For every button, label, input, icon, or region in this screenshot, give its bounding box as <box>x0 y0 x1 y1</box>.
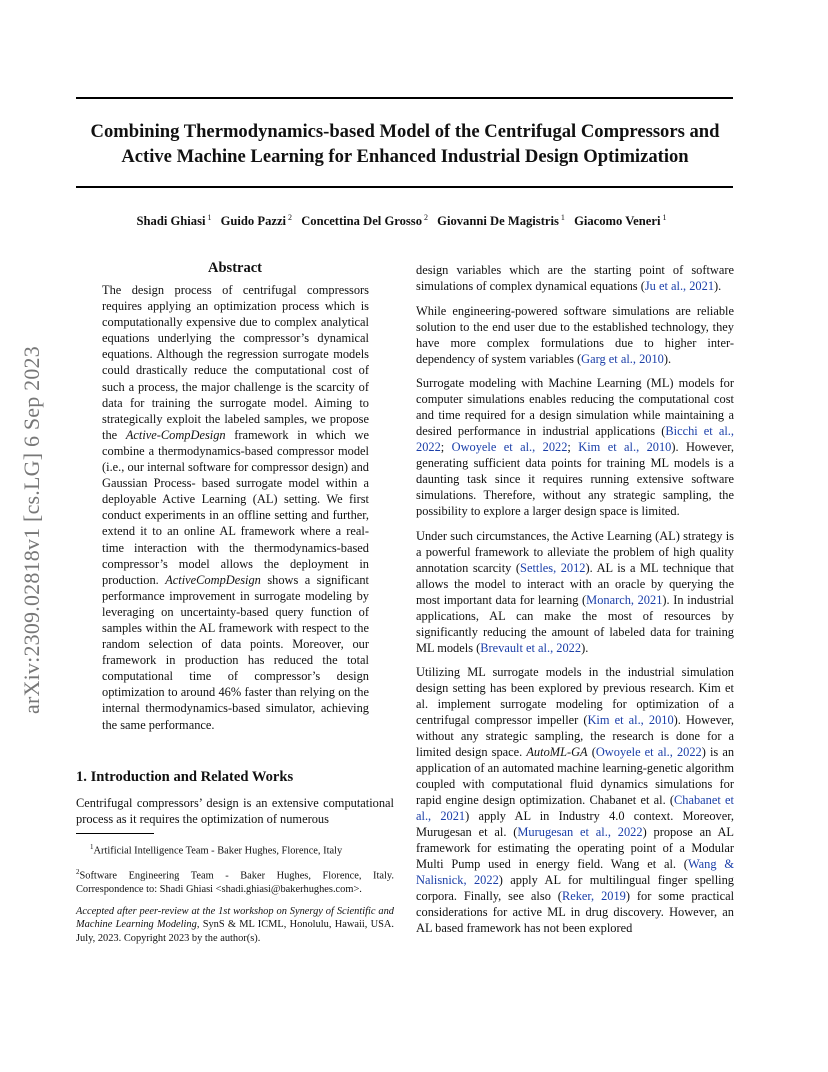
arxiv-sidebar <box>12 300 52 760</box>
body-paragraph: While engineering-powered software simulations are reliable solution to the end user due to the established technology, they have more complex formulations due to higher inter-dependency of system variables (Garg et al., 2010). <box>416 303 734 366</box>
author-affiliation: 1 <box>560 213 565 222</box>
title-bottom-rule <box>76 186 733 188</box>
author-name: Guido Pazzi <box>220 214 287 229</box>
author-affiliation: 2 <box>424 213 428 222</box>
left-column <box>76 260 394 954</box>
body-paragraph: Utilizing ML surrogate models in the industrial simulation design setting has been explored by previous research. Kim et al. implement surrogate modeling for optimization of a centrifugal compressor impeller (Kim et al., 2010). However, without any strategic sampling, the research is done for a limited design space. AutoML-GA (Owoyele et al., 2022) is an application of an automated machine learning-genetic algorithm coupled with computational fluid dynamics simulations for rapid engine design optimization. Chabanet et al. (Chabanet et al., 2021) apply AL in Industry 4.0 context. Moreover, Murugesan et al. (Murugesan et al., 2022) propose an AL framework for estimating the operating point of a Modular Multi Pump used in energy field. Wang et al. (Wang & Nalisnick, 2022) apply AL for multilingual finger spelling corpora. Finally, see also (Reker, 2019) for some practical considerations for active ML in drug discovery. However, an AL based framework has not been explored <box>416 665 735 935</box>
acceptance-note: Accepted after peer-review at the 1st workshop on Synergy of Scientific and Machine Learning Modeling, SynS & ML ICML, Honolulu, Hawaii, USA. July, 2023. Copyright 2023 by the author(s). <box>76 905 394 944</box>
top-rule <box>76 97 733 99</box>
body-paragraph: Surrogate modeling with Machine Learning (ML) models for computer simulations enables reducing the computational cost and time required for a design simulation while maintaining a desired performance in industrial applications (Bicchi et al., 2022; Owoyele et al., 2022; Kim et al., 2010). However, generating sufficient data points for training ML models is a daunting task since it requires running extensive software simulations. Therefore, without any strategic sampling, the possibility to explore a larger design space is limited. <box>416 376 734 518</box>
right-column <box>416 262 734 945</box>
author-affiliation: 1 <box>207 213 212 222</box>
arxiv-identifier: arXiv:2309.02818v1 [cs.LG] 6 Sep 2023 <box>19 346 44 714</box>
citation-link[interactable]: Wang & Nalisnick, 2022 <box>416 857 735 887</box>
citation-link[interactable]: Ju et al., 2021 <box>644 279 715 293</box>
section-heading-introduction: 1. Introduction and Related Works <box>76 768 294 785</box>
footnote-1: $^1$Artificial Intelligence Team - Baker Hughes, Florence, Italy <box>90 842 343 857</box>
citation-link[interactable]: Settles, 2012 <box>520 560 586 575</box>
paper-title: Combining Thermodynamics-based Model of the Centrifugal Compressors and Active Machine Learning for Enhanced Industrial Design Optimization <box>90 121 720 167</box>
author-affiliation: 2 <box>288 213 293 222</box>
author-affiliation: 1 <box>662 213 667 222</box>
citation-link[interactable]: Murugesan et al., 2022 <box>517 825 643 839</box>
citation-link[interactable]: Monarch, 2021 <box>586 592 663 607</box>
author-name: Giovanni De Magistris <box>437 214 559 229</box>
citation-link[interactable]: Garg et al., 2010 <box>581 351 664 366</box>
citation-link[interactable]: Kim et al., 2010 <box>587 713 674 727</box>
citation-link[interactable]: Chabanet et al., 2021 <box>416 793 734 823</box>
author-name: Shadi Ghiasi <box>136 214 206 229</box>
citation-link[interactable]: Kim et al., 2010 <box>578 440 672 454</box>
citation-link[interactable]: Brevault et al., 2022 <box>480 640 582 655</box>
author-name: Giacomo Veneri <box>574 214 661 229</box>
citation-link[interactable]: Owoyele et al., 2022 <box>595 745 702 759</box>
introduction-paragraph: Centrifugal compressors’ design is an extensive computational process as it requires the optimization of numerous <box>76 795 394 826</box>
footnote-2: $^2$Software Engineering Team - Baker Hughes, Florence, Italy. Correspondence to: Shadi Ghiasi <shadi.ghiasi@bakerhughes.com>. <box>76 868 394 895</box>
body-paragraph: design variables which are the starting point of software simulations of complex dynamical equations (Ju et al., 2021). <box>416 263 734 293</box>
citation-link[interactable]: Bicchi et al., 2022 <box>416 424 734 454</box>
abstract-text: The design process of centrifugal compressors requires applying an optimization process which is computationally expensive due to complex analytical equations underlying the compressor’s dynamical equations. Although the regression surrogate models could drastically reduce the computational cost of such a process, the major challenge is the scarcity of data for training the surrogate model. Aiming to strategically exploit the labeled samples, we propose the Active-CompDesign framework in which we combine a thermodynamics-based compressor model (i.e., our internal software for compressor design) and Gaussian Process- based surrogate model within a deployable Active Learning (AL) setting. We first conduct experiments in an offline setting and further, extend it to an online AL framework where a real-time interaction with the thermodynamics-based compressor’s model allows the deployment in production. ActiveCompDesign shows a significant performance improvement in surrogate modeling by leveraging on uncertainty-based query function of samples within the AL framework with respect to the random selection of data points. Moreover, our framework in production has reduced the total computational time of compressor’s design optimization to around 46% faster than relying on the internal thermodynamics-based simulator, achieving the same performance. <box>102 283 369 732</box>
footnote-rule <box>76 833 154 834</box>
author-list <box>76 213 733 229</box>
author-name: Concettina Del Grosso <box>301 214 422 229</box>
citation-link[interactable]: Reker, 2019 <box>561 889 626 903</box>
body-paragraph: Under such circumstances, the Active Learning (AL) strategy is a powerful framework to alleviate the problem of high quality annotation scarcity (Settles, 2012). AL is a ML technique that allows the model to interact with an oracle by querying the most important data for learning (Monarch, 2021). In industrial applications, AL can make the most of resources by significantly reducing the amount of labeled data for training ML models (Brevault et al., 2022). <box>416 528 734 655</box>
abstract-heading: Abstract <box>208 260 262 276</box>
citation-link[interactable]: Owoyele et al., 2022 <box>451 440 568 454</box>
